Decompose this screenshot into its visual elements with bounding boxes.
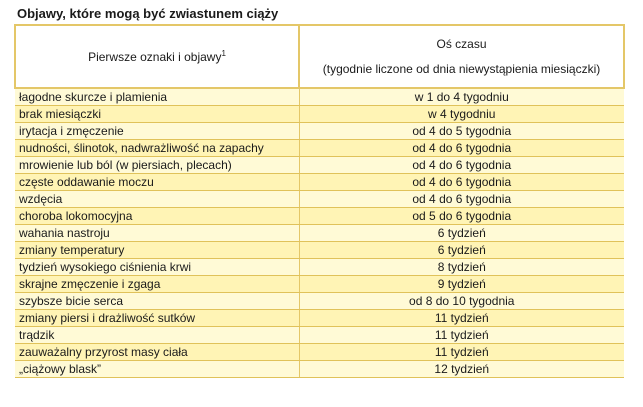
table-row xyxy=(15,344,624,361)
table-row xyxy=(15,123,624,140)
symptom-cell: zmiany piersi i drażliwość sutków xyxy=(15,310,299,327)
table-row xyxy=(15,242,624,259)
symptom-cell: wzdęcia xyxy=(15,191,299,208)
table-row xyxy=(15,293,624,310)
header-timeline-note: (tygodnie liczone od dnia niewystąpienia miesiączki) xyxy=(322,62,601,76)
symptom-cell: tydzień wysokiego ciśnienia krwi xyxy=(15,259,299,276)
timeline-cell: w 4 tygodniu xyxy=(299,106,624,123)
timeline-cell: 6 tydzień xyxy=(299,242,624,259)
timeline-cell: 12 tydzień xyxy=(299,361,624,378)
header-symptoms-label: Pierwsze oznaki i objawy xyxy=(88,49,222,64)
table-header-row xyxy=(15,25,624,88)
symptom-cell: „ciążowy blask” xyxy=(15,361,299,378)
timeline-cell: 11 tydzień xyxy=(299,310,624,327)
timeline-cell: od 4 do 6 tygodnia xyxy=(299,140,624,157)
symptoms-table xyxy=(14,24,625,378)
symptom-cell: częste oddawanie moczu xyxy=(15,174,299,191)
footnote-marker: 1 xyxy=(221,48,226,58)
table-row xyxy=(15,361,624,378)
symptom-cell: łagodne skurcze i plamienia xyxy=(15,88,299,106)
symptom-cell: zauważalny przyrost masy ciała xyxy=(15,344,299,361)
timeline-cell: od 4 do 5 tygodnia xyxy=(299,123,624,140)
symptom-cell: irytacja i zmęczenie xyxy=(15,123,299,140)
symptom-cell: szybsze bicie serca xyxy=(15,293,299,310)
symptom-cell: zmiany temperatury xyxy=(15,242,299,259)
timeline-cell: 8 tydzień xyxy=(299,259,624,276)
timeline-cell: 11 tydzień xyxy=(299,327,624,344)
table-row xyxy=(15,157,624,174)
table-body xyxy=(15,88,624,378)
table-row xyxy=(15,327,624,344)
table-row xyxy=(15,106,624,123)
page-title: Objawy, które mogą być zwiastunem ciąży xyxy=(17,6,279,21)
table-row xyxy=(15,259,624,276)
timeline-cell: od 4 do 6 tygodnia xyxy=(299,191,624,208)
table-row xyxy=(15,225,624,242)
header-symptoms xyxy=(15,25,299,88)
table-row xyxy=(15,140,624,157)
symptom-cell: skrajne zmęczenie i zgaga xyxy=(15,276,299,293)
table-row xyxy=(15,88,624,106)
timeline-cell: w 1 do 4 tygodniu xyxy=(299,88,624,106)
timeline-cell: od 8 do 10 tygodnia xyxy=(299,293,624,310)
timeline-cell: 9 tydzień xyxy=(299,276,624,293)
symptom-cell: wahania nastroju xyxy=(15,225,299,242)
table-row xyxy=(15,310,624,327)
table-row xyxy=(15,276,624,293)
timeline-cell: 6 tydzień xyxy=(299,225,624,242)
symptom-cell: choroba lokomocyjna xyxy=(15,208,299,225)
header-timeline-label: Oś czasu xyxy=(436,37,487,51)
table-row xyxy=(15,174,624,191)
timeline-cell: od 5 do 6 tygodnia xyxy=(299,208,624,225)
table-row xyxy=(15,191,624,208)
symptom-cell: mrowienie lub ból (w piersiach, plecach) xyxy=(15,157,299,174)
timeline-cell: od 4 do 6 tygodnia xyxy=(299,174,624,191)
timeline-cell: 11 tydzień xyxy=(299,344,624,361)
header-timeline xyxy=(299,25,624,88)
symptom-cell: brak miesiączki xyxy=(15,106,299,123)
table-row xyxy=(15,208,624,225)
symptom-cell: nudności, ślinotok, nadwrażliwość na zapachy xyxy=(15,140,299,157)
timeline-cell: od 4 do 6 tygodnia xyxy=(299,157,624,174)
symptom-cell: trądzik xyxy=(15,327,299,344)
